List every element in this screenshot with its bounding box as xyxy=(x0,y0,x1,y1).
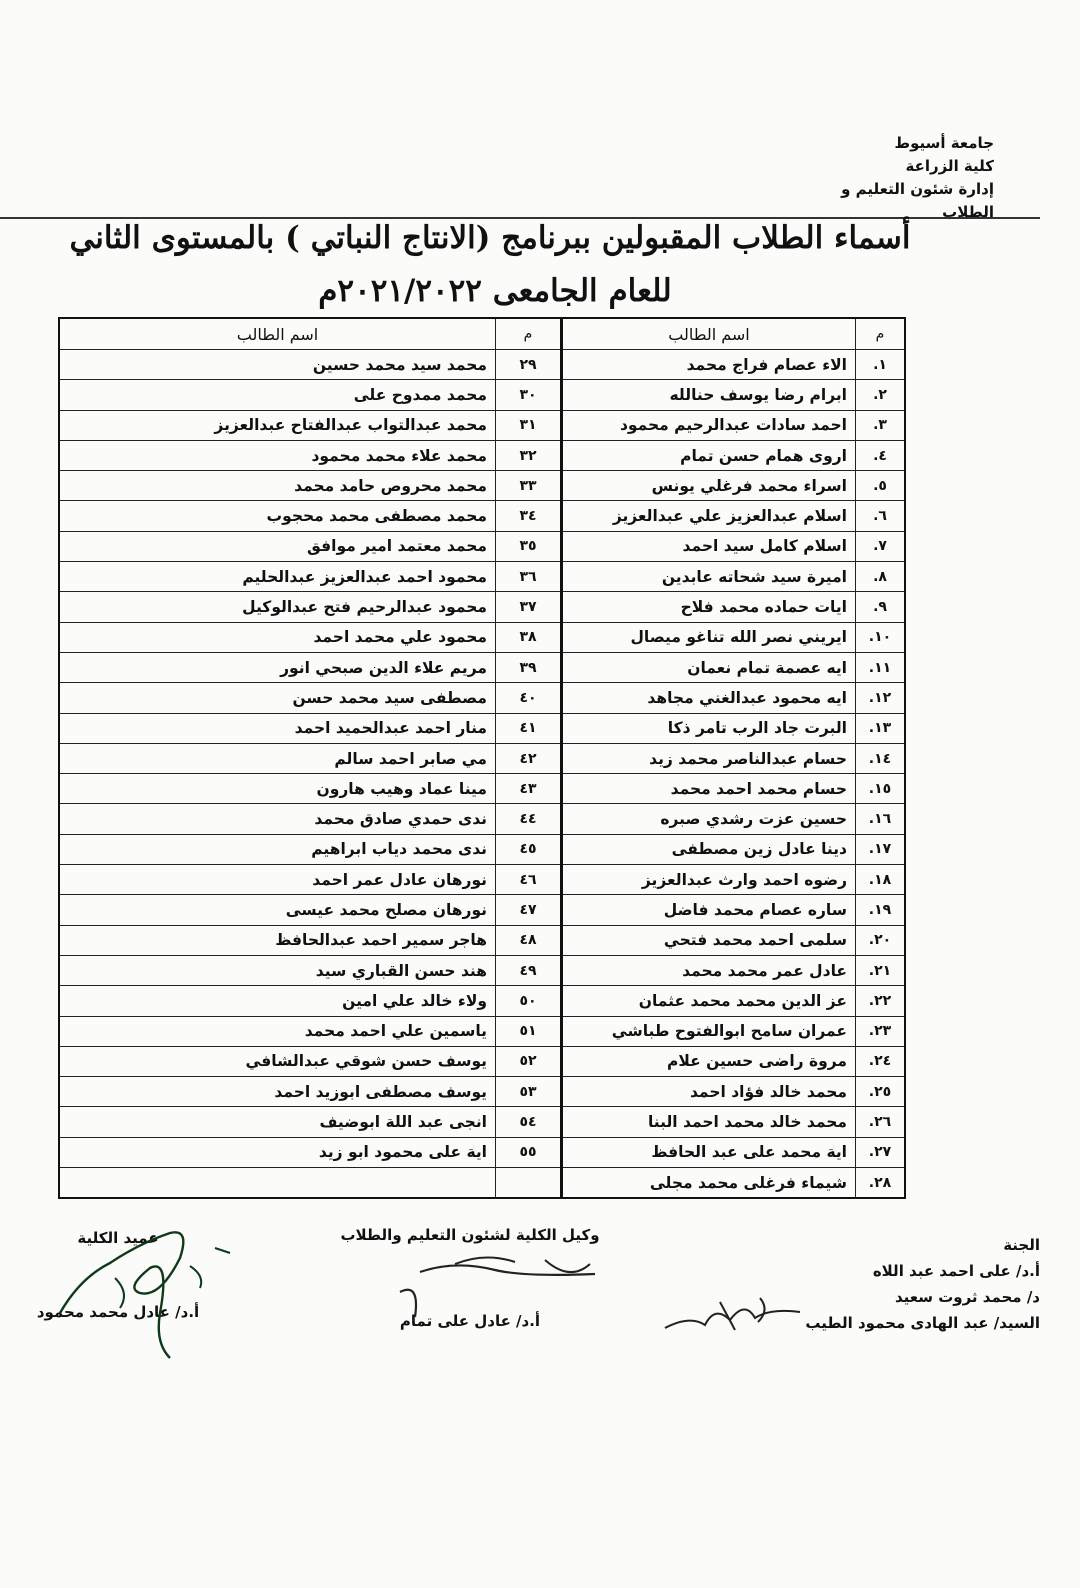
row-number-right: ٩. xyxy=(856,592,906,622)
table-row xyxy=(59,804,905,834)
table-row xyxy=(59,834,905,864)
student-name-left: ندى محمد دياب ابراهيم xyxy=(59,834,496,864)
row-number-right: ٢٢. xyxy=(856,986,906,1016)
row-number-left: ٣٠ xyxy=(496,380,562,410)
student-name-left: مريم علاء الدين صبحي انور xyxy=(59,652,496,682)
row-number-left: ٣٦ xyxy=(496,562,562,592)
row-number-right: ٣. xyxy=(856,410,906,440)
table-row xyxy=(59,350,905,380)
student-name-right: اميرة سيد شحاته عابدين xyxy=(562,562,856,592)
row-number-left: ٥٠ xyxy=(496,986,562,1016)
student-name-right: اسلام كامل سيد احمد xyxy=(562,531,856,561)
row-number-right: ١٩. xyxy=(856,895,906,925)
committee-signatures xyxy=(805,1232,1040,1336)
student-name-left: محمد ممدوح على xyxy=(59,380,496,410)
row-number-left: ٣٨ xyxy=(496,622,562,652)
student-name-left: محمد معتمد امير موافق xyxy=(59,531,496,561)
row-number-left: ٤٤ xyxy=(496,804,562,834)
student-name-left: يوسف مصطفى ابوزيد احمد xyxy=(59,1077,496,1107)
table-row xyxy=(59,410,905,440)
table-row xyxy=(59,1077,905,1107)
faculty-name: كلية الزراعة xyxy=(905,157,994,175)
table-row xyxy=(59,774,905,804)
student-name-left xyxy=(59,1168,496,1199)
row-number-left: ٤٧ xyxy=(496,895,562,925)
student-name-left: محمود عبدالرحيم فتح عبدالوكيل xyxy=(59,592,496,622)
student-name-left: محمود علي محمد احمد xyxy=(59,622,496,652)
student-name-right: ايات حماده محمد فلاح xyxy=(562,592,856,622)
row-number-right: ١. xyxy=(856,350,906,380)
table-row xyxy=(59,471,905,501)
table-row xyxy=(59,1137,905,1167)
row-number-left: ٣٢ xyxy=(496,440,562,470)
row-number-right: ٥. xyxy=(856,471,906,501)
student-name-left: مي صابر احمد سالم xyxy=(59,743,496,773)
student-name-left: اية على محمود ابو زيد xyxy=(59,1137,496,1167)
header-name-right: اسم الطالب xyxy=(562,318,856,350)
student-name-right: اسراء محمد فرغلي يونس xyxy=(562,471,856,501)
table-row xyxy=(59,1107,905,1137)
students-table-body xyxy=(59,350,905,1199)
vice-dean-title: وكيل الكلية لشئون التعليم والطلاب xyxy=(340,1226,600,1244)
row-number-left: ٣٩ xyxy=(496,652,562,682)
dean-title: عميد الكلية xyxy=(77,1229,159,1247)
student-name-left: ندى حمدي صادق محمد xyxy=(59,804,496,834)
dean-name: أ.د/ عادل محمد محمود xyxy=(36,1303,200,1321)
table-row xyxy=(59,925,905,955)
row-number-left: ٤١ xyxy=(496,713,562,743)
student-name-left: محمد سيد محمد حسين xyxy=(59,350,496,380)
table-row xyxy=(59,865,905,895)
row-number-right: ٨. xyxy=(856,562,906,592)
table-row xyxy=(59,955,905,985)
table-row xyxy=(59,1016,905,1046)
table-header-row xyxy=(59,318,905,350)
student-name-right: مروة راضى حسين علام xyxy=(562,1046,856,1076)
row-number-left: ٤٢ xyxy=(496,743,562,773)
header-number-right: م xyxy=(856,318,906,350)
table-row xyxy=(59,1168,905,1199)
table-row xyxy=(59,592,905,622)
student-name-right: عز الدين محمد محمد عثمان xyxy=(562,986,856,1016)
row-number-left: ٤٩ xyxy=(496,955,562,985)
table-row xyxy=(59,562,905,592)
row-number-left xyxy=(496,1168,562,1199)
row-number-left: ٣٣ xyxy=(496,471,562,501)
table-row xyxy=(59,713,905,743)
student-name-left: انجى عبد اللة ابوضيف xyxy=(59,1107,496,1137)
row-number-right: ١٤. xyxy=(856,743,906,773)
student-name-right: حسين عزت رشدي صبره xyxy=(562,804,856,834)
student-name-right: سلمى احمد محمد فتحي xyxy=(562,925,856,955)
row-number-right: ١٨. xyxy=(856,865,906,895)
table-row xyxy=(59,440,905,470)
row-number-left: ٥٣ xyxy=(496,1077,562,1107)
row-number-right: ٢. xyxy=(856,380,906,410)
table-row xyxy=(59,743,905,773)
vice-dean-name: أ.د/ عادل على تمام xyxy=(399,1312,541,1330)
student-name-right: ابرام رضا يوسف حنالله xyxy=(562,380,856,410)
student-name-right: الاء عصام فراج محمد xyxy=(562,350,856,380)
vice-dean-signature-mark xyxy=(395,1252,605,1322)
committee-member: أ.د/ على احمد عبد اللاه xyxy=(872,1262,1040,1280)
student-name-right: عمران سامح ابوالفتوح طباشي xyxy=(562,1016,856,1046)
committee-member: د/ محمد ثروت سعيد xyxy=(894,1288,1040,1306)
row-number-right: ١٢. xyxy=(856,683,906,713)
row-number-right: ٢٦. xyxy=(856,1107,906,1137)
row-number-left: ٤٠ xyxy=(496,683,562,713)
row-number-left: ٢٩ xyxy=(496,350,562,380)
table-row xyxy=(59,683,905,713)
row-number-right: ١٥. xyxy=(856,774,906,804)
row-number-left: ٣٥ xyxy=(496,531,562,561)
row-number-left: ٣٧ xyxy=(496,592,562,622)
row-number-left: ٤٥ xyxy=(496,834,562,864)
row-number-right: ١٧. xyxy=(856,834,906,864)
table-row xyxy=(59,1046,905,1076)
student-name-left: محمد مصطفى محمد محجوب xyxy=(59,501,496,531)
row-number-right: ٢٥. xyxy=(856,1077,906,1107)
row-number-right: ٢٤. xyxy=(856,1046,906,1076)
student-name-left: منار احمد عبدالحميد احمد xyxy=(59,713,496,743)
student-name-left: يوسف حسن شوقي عبدالشافي xyxy=(59,1046,496,1076)
row-number-left: ٥٢ xyxy=(496,1046,562,1076)
student-name-right: دينا عادل زين مصطفى xyxy=(562,834,856,864)
student-name-right: ايه عصمة تمام نعمان xyxy=(562,652,856,682)
document-subtitle: للعام الجامعى ٢٠٢١/٢٠٢٢م xyxy=(318,273,672,309)
row-number-left: ٥٤ xyxy=(496,1107,562,1137)
student-name-right: البرت جاد الرب تامر ذكا xyxy=(562,713,856,743)
row-number-right: ١٠. xyxy=(856,622,906,652)
student-name-right: اسلام عبدالعزيز علي عبدالعزيز xyxy=(562,501,856,531)
student-name-left: محمد محروص حامد محمد xyxy=(59,471,496,501)
row-number-left: ٤٦ xyxy=(496,865,562,895)
row-number-left: ٣١ xyxy=(496,410,562,440)
committee-member: السيد/ عبد الهادى محمود الطيب xyxy=(805,1314,1040,1332)
university-name: جامعة أسيوط xyxy=(894,134,994,152)
row-number-right: ٤. xyxy=(856,440,906,470)
student-name-right: اية محمد على عبد الحافظ xyxy=(562,1137,856,1167)
students-table-container xyxy=(58,317,906,1197)
student-name-right: ايه محمود عبدالغني مجاهد xyxy=(562,683,856,713)
row-number-right: ٢٨. xyxy=(856,1168,906,1199)
row-number-right: ٢١. xyxy=(856,955,906,985)
table-row xyxy=(59,531,905,561)
student-name-right: رضوه احمد وارث عبدالعزيز xyxy=(562,865,856,895)
student-name-right: حسام محمد احمد محمد xyxy=(562,774,856,804)
row-number-right: ٢٣. xyxy=(856,1016,906,1046)
student-name-left: ولاء خالد علي امين xyxy=(59,986,496,1016)
students-table xyxy=(58,317,906,1199)
row-number-left: ٣٤ xyxy=(496,501,562,531)
student-name-right: محمد خالد فؤاد احمد xyxy=(562,1077,856,1107)
row-number-left: ٥٥ xyxy=(496,1137,562,1167)
student-name-left: محمد عبدالتواب عبدالفتاح عبدالعزيز xyxy=(59,410,496,440)
table-row xyxy=(59,380,905,410)
row-number-right: ٢٧. xyxy=(856,1137,906,1167)
student-name-left: مصطفى سيد محمد حسن xyxy=(59,683,496,713)
student-name-right: اروى همام حسن تمام xyxy=(562,440,856,470)
row-number-right: ٦. xyxy=(856,501,906,531)
table-row xyxy=(59,895,905,925)
document-title: أسماء الطلاب المقبولين ببرنامج (الانتاج النباتي ) بالمستوى الثاني xyxy=(69,220,911,256)
department-name: إدارة شئون التعليم و الطلاب xyxy=(841,180,994,221)
student-name-right: شيماء فرغلى محمد مجلى xyxy=(562,1168,856,1199)
committee-signature-mark xyxy=(660,1290,810,1340)
table-row xyxy=(59,622,905,652)
student-name-right: محمد خالد محمد احمد البنا xyxy=(562,1107,856,1137)
student-name-right: ايريني نصر الله تناغو ميصال xyxy=(562,622,856,652)
table-row xyxy=(59,652,905,682)
student-name-left: مينا عماد وهيب هارون xyxy=(59,774,496,804)
document-header xyxy=(794,132,994,224)
dean-signature-mark xyxy=(40,1218,250,1363)
row-number-right: ٧. xyxy=(856,531,906,561)
student-name-right: حسام عبدالناصر محمد زيد xyxy=(562,743,856,773)
row-number-left: ٤٣ xyxy=(496,774,562,804)
table-row xyxy=(59,986,905,1016)
row-number-right: ١٣. xyxy=(856,713,906,743)
student-name-left: محمد علاء محمد محمود xyxy=(59,440,496,470)
row-number-right: ١٦. xyxy=(856,804,906,834)
student-name-left: محمود احمد عبدالعزيز عبدالحليم xyxy=(59,562,496,592)
committee-title: الجنة xyxy=(1003,1236,1040,1254)
header-number-left: م xyxy=(496,318,562,350)
header-name-left: اسم الطالب xyxy=(59,318,496,350)
row-number-left: ٤٨ xyxy=(496,925,562,955)
row-number-right: ٢٠. xyxy=(856,925,906,955)
header-divider xyxy=(0,217,1040,219)
student-name-left: ياسمين علي احمد محمد xyxy=(59,1016,496,1046)
student-name-right: عادل عمر محمد محمد xyxy=(562,955,856,985)
student-name-left: هند حسن القباري سيد xyxy=(59,955,496,985)
table-row xyxy=(59,501,905,531)
student-name-left: هاجر سمير احمد عبدالحافظ xyxy=(59,925,496,955)
student-name-left: نورهان عادل عمر احمد xyxy=(59,865,496,895)
row-number-left: ٥١ xyxy=(496,1016,562,1046)
student-name-right: ساره عصام محمد فاضل xyxy=(562,895,856,925)
row-number-right: ١١. xyxy=(856,652,906,682)
student-name-right: احمد سادات عبدالرحيم محمود xyxy=(562,410,856,440)
student-name-left: نورهان مصلح محمد عيسى xyxy=(59,895,496,925)
